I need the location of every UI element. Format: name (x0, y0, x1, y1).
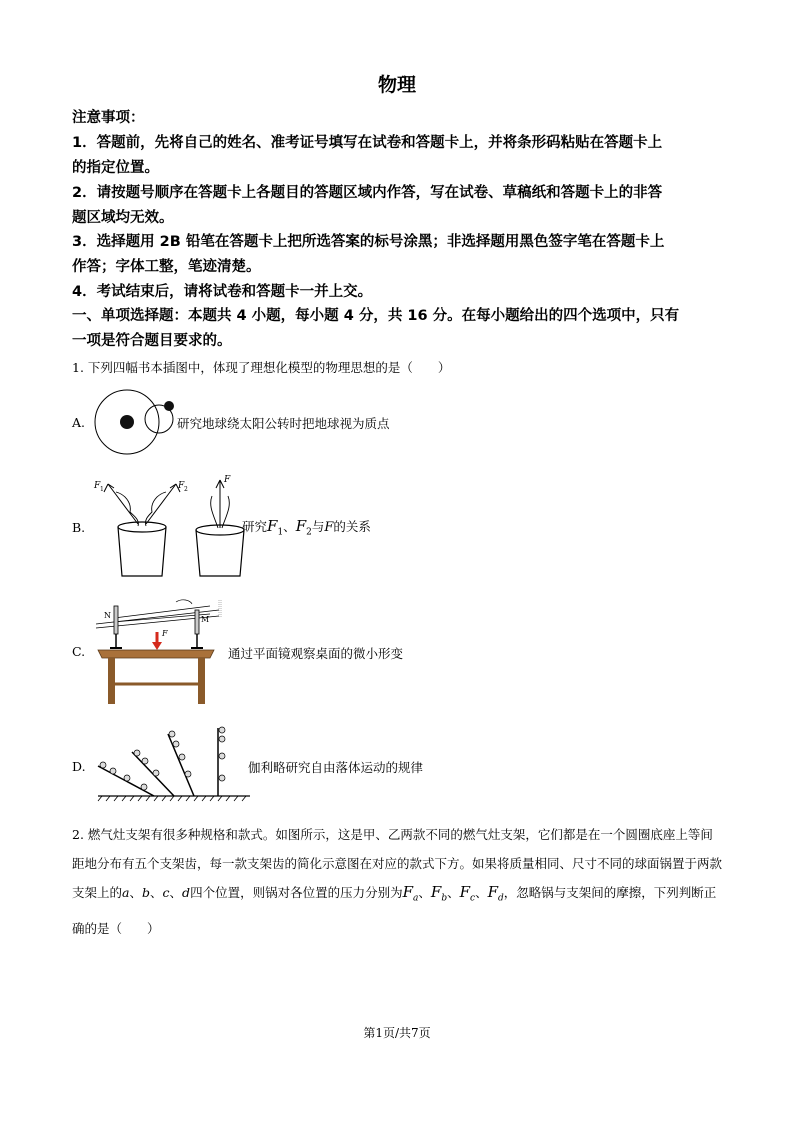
section-heading: 一、单项选择题：本题共 4 小题，每小题 4 分，共 16 分。在每小题给出的四个选项中，只有 (72, 308, 680, 324)
page-title: 物理 (377, 74, 416, 96)
galileo-incline-figure (94, 726, 254, 802)
notice-line: 2．请按题号顺序在答题卡上各题目的答题区域内作答，写在试卷、草稿纸和答题卡上的非答 (72, 185, 663, 201)
mirror-table-figure (94, 596, 226, 708)
question-1-stem: 1. 下列四幅书本插图中，体现了理想化模型的物理思想的是（ ） (72, 360, 451, 375)
option-d-label: D. (72, 759, 86, 774)
orbit-figure (92, 386, 188, 458)
notice-line: 题区域均无效。 (72, 210, 174, 226)
notice-line: 的指定位置。 (72, 160, 159, 176)
notice-line: 作答；字体工整，笔迹清楚。 (72, 259, 261, 275)
section-heading-cont: 一项是符合题目要求的。 (72, 333, 232, 349)
f1-sub: 1 (100, 486, 104, 493)
question-2-stem: 2. 燃气灶支架有很多种规格和款式。如图所示，这是甲、乙两款不同的燃气灶支架，它们都是在一个圆圈底座上等间距地分布有五个支架齿，每一款支架齿的简化示意图在对应的款式下方。如果将质量相同、尺寸不同的球面锅置于两款支架上的a、b、c、d四个位置，则锅对各位置的压力分别为$F_a$、$F_b$、$F_c$、$F_d$，忽略锅与支架间的摩擦，下列判断正确的是（ ） (72, 827, 723, 936)
option-b-text: 研究$F_1$、$F_2$与F的关系 (242, 517, 371, 538)
option-b-label: B. (72, 520, 86, 535)
f-label: F (224, 475, 231, 485)
f1-label: F (94, 481, 101, 491)
notice-line: 1．答题前，先将自己的姓名、准考证号填写在试卷和答题卡上，并将条形码粘贴在答题卡上 (72, 135, 663, 151)
option-d-text: 伽利略研究自由落体运动的规律 (248, 760, 424, 775)
notice-line: 4．考试结束后，请将试卷和答题卡一并上交。 (72, 284, 373, 300)
notice-line: 3．选择题用 2B 铅笔在答题卡上把所选答案的标号涂黑；非选择题用黑色签字笔在答题卡上 (72, 234, 665, 250)
force-f-label: F (162, 629, 168, 638)
f2-label: F (178, 481, 185, 491)
option-c-label: C. (72, 644, 86, 659)
page-footer: 第1页/共7页 (363, 1026, 431, 1040)
notice-heading: 注意事项： (72, 110, 145, 126)
n-label: N (104, 611, 111, 620)
option-c-text: 通过平面镜观察桌面的微小形变 (228, 646, 404, 661)
force-hands-figure (88, 472, 248, 582)
option-a-text: 研究地球绕太阳公转时把地球视为质点 (177, 416, 390, 431)
m-label: M (201, 615, 210, 624)
option-a-label: A. (72, 415, 86, 430)
f2-sub: 2 (184, 486, 188, 493)
